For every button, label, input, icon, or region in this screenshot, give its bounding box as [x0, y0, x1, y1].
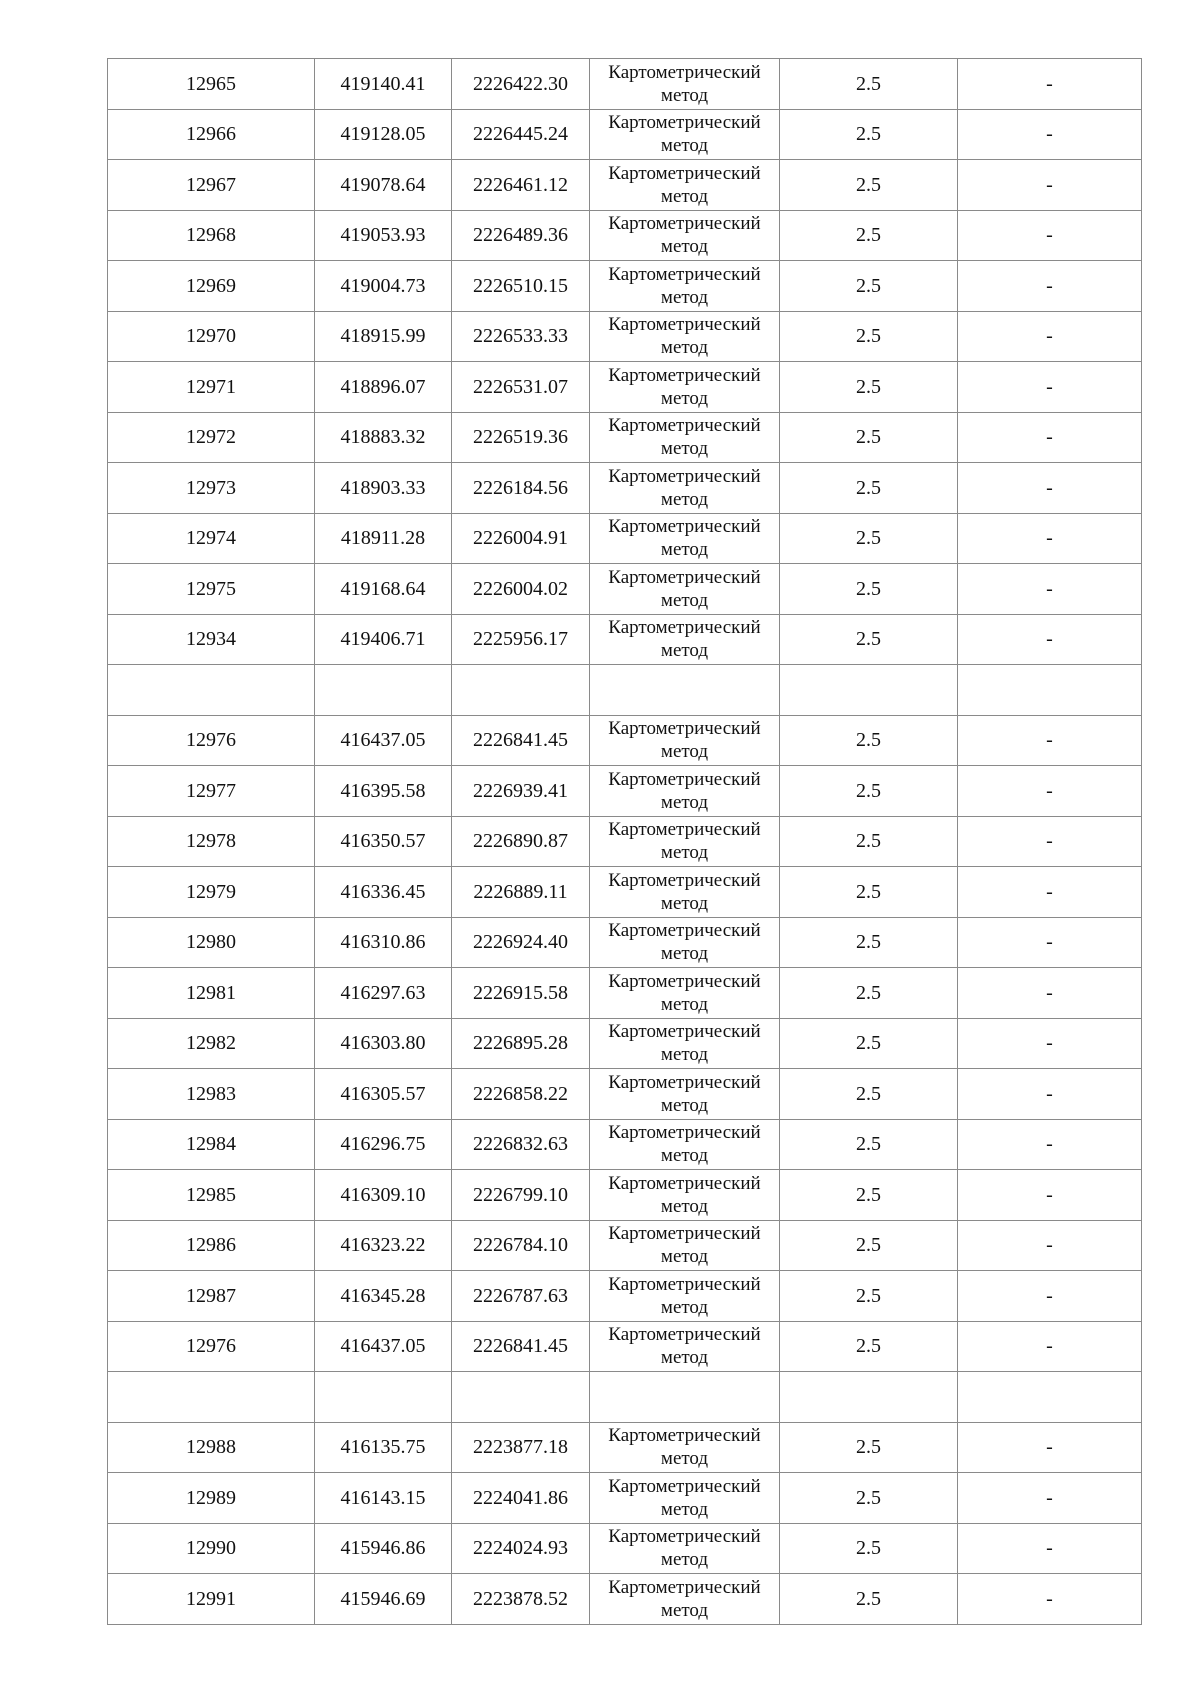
cell-x-coordinate — [315, 665, 452, 716]
cell-note: - — [958, 1170, 1142, 1221]
cell-y-coordinate: 2226533.33 — [452, 311, 590, 362]
cell-point-number: 12983 — [108, 1069, 315, 1120]
cell-x-coordinate: 419128.05 — [315, 109, 452, 160]
cell-x-coordinate: 416437.05 — [315, 1321, 452, 1372]
cell-point-number: 12934 — [108, 614, 315, 665]
cell-y-coordinate: 2226841.45 — [452, 1321, 590, 1372]
cell-note: - — [958, 1473, 1142, 1524]
cell-y-coordinate: 2226832.63 — [452, 1119, 590, 1170]
cell-y-coordinate: 2226924.40 — [452, 917, 590, 968]
cell-accuracy — [780, 1372, 958, 1423]
cell-accuracy: 2.5 — [780, 261, 958, 312]
cell-y-coordinate — [452, 665, 590, 716]
cell-point-number — [108, 665, 315, 716]
cell-y-coordinate: 2226519.36 — [452, 412, 590, 463]
cell-method: Картометрический метод — [590, 1574, 780, 1625]
cell-x-coordinate: 416309.10 — [315, 1170, 452, 1221]
cell-method: Картометрический метод — [590, 160, 780, 211]
cell-x-coordinate: 416323.22 — [315, 1220, 452, 1271]
table-row — [108, 816, 1142, 867]
cell-note: - — [958, 715, 1142, 766]
cell-y-coordinate: 2226799.10 — [452, 1170, 590, 1221]
cell-accuracy: 2.5 — [780, 1069, 958, 1120]
cell-x-coordinate: 416345.28 — [315, 1271, 452, 1322]
cell-point-number: 12978 — [108, 816, 315, 867]
cell-y-coordinate: 2226004.91 — [452, 513, 590, 564]
cell-x-coordinate: 418903.33 — [315, 463, 452, 514]
cell-point-number: 12973 — [108, 463, 315, 514]
table-row — [108, 1574, 1142, 1625]
cell-x-coordinate: 416297.63 — [315, 968, 452, 1019]
table-row — [108, 1018, 1142, 1069]
cell-point-number: 12987 — [108, 1271, 315, 1322]
cell-note: - — [958, 1220, 1142, 1271]
cell-note: - — [958, 463, 1142, 514]
cell-accuracy: 2.5 — [780, 1220, 958, 1271]
cell-y-coordinate: 2226915.58 — [452, 968, 590, 1019]
cell-method — [590, 1372, 780, 1423]
cell-x-coordinate: 416310.86 — [315, 917, 452, 968]
table-row — [108, 665, 1142, 716]
cell-y-coordinate: 2226858.22 — [452, 1069, 590, 1120]
cell-accuracy: 2.5 — [780, 715, 958, 766]
cell-point-number: 12988 — [108, 1422, 315, 1473]
cell-accuracy: 2.5 — [780, 614, 958, 665]
cell-x-coordinate: 416336.45 — [315, 867, 452, 918]
cell-point-number: 12972 — [108, 412, 315, 463]
cell-accuracy: 2.5 — [780, 1119, 958, 1170]
cell-point-number: 12991 — [108, 1574, 315, 1625]
cell-point-number: 12965 — [108, 59, 315, 110]
cell-method: Картометрический метод — [590, 210, 780, 261]
cell-note: - — [958, 362, 1142, 413]
cell-accuracy: 2.5 — [780, 968, 958, 1019]
cell-y-coordinate: 2223878.52 — [452, 1574, 590, 1625]
cell-method: Картометрический метод — [590, 1473, 780, 1524]
cell-accuracy: 2.5 — [780, 1321, 958, 1372]
cell-accuracy: 2.5 — [780, 160, 958, 211]
cell-point-number: 12980 — [108, 917, 315, 968]
cell-accuracy: 2.5 — [780, 1574, 958, 1625]
cell-point-number: 12982 — [108, 1018, 315, 1069]
table-row — [108, 1271, 1142, 1322]
cell-note: - — [958, 412, 1142, 463]
cell-accuracy: 2.5 — [780, 362, 958, 413]
cell-note: - — [958, 614, 1142, 665]
table-row — [108, 1473, 1142, 1524]
table-row — [108, 564, 1142, 615]
cell-x-coordinate — [315, 1372, 452, 1423]
cell-accuracy: 2.5 — [780, 1271, 958, 1322]
cell-method: Картометрический метод — [590, 867, 780, 918]
cell-y-coordinate: 2226939.41 — [452, 766, 590, 817]
cell-method: Картометрический метод — [590, 261, 780, 312]
table-row — [108, 160, 1142, 211]
cell-y-coordinate: 2226531.07 — [452, 362, 590, 413]
cell-x-coordinate: 416437.05 — [315, 715, 452, 766]
cell-note: - — [958, 816, 1142, 867]
cell-point-number: 12969 — [108, 261, 315, 312]
cell-y-coordinate: 2226841.45 — [452, 715, 590, 766]
cell-point-number — [108, 1372, 315, 1423]
cell-method: Картометрический метод — [590, 1018, 780, 1069]
cell-accuracy: 2.5 — [780, 766, 958, 817]
cell-method: Картометрический метод — [590, 412, 780, 463]
cell-x-coordinate: 419406.71 — [315, 614, 452, 665]
cell-method: Картометрический метод — [590, 1119, 780, 1170]
table-row — [108, 412, 1142, 463]
cell-note: - — [958, 1321, 1142, 1372]
cell-method: Картометрический метод — [590, 766, 780, 817]
cell-y-coordinate: 2226461.12 — [452, 160, 590, 211]
cell-accuracy: 2.5 — [780, 513, 958, 564]
cell-accuracy: 2.5 — [780, 210, 958, 261]
table-row — [108, 109, 1142, 160]
cell-x-coordinate: 418883.32 — [315, 412, 452, 463]
cell-point-number: 12984 — [108, 1119, 315, 1170]
cell-point-number: 12986 — [108, 1220, 315, 1271]
cell-note: - — [958, 513, 1142, 564]
cell-method: Картометрический метод — [590, 463, 780, 514]
table-row — [108, 463, 1142, 514]
cell-y-coordinate: 2223877.18 — [452, 1422, 590, 1473]
cell-x-coordinate: 416395.58 — [315, 766, 452, 817]
cell-method: Картометрический метод — [590, 1523, 780, 1574]
cell-note: - — [958, 968, 1142, 1019]
cell-point-number: 12967 — [108, 160, 315, 211]
cell-note: - — [958, 1574, 1142, 1625]
cell-note: - — [958, 311, 1142, 362]
cell-accuracy: 2.5 — [780, 1170, 958, 1221]
cell-note: - — [958, 867, 1142, 918]
coordinates-table-body — [108, 59, 1142, 1625]
cell-accuracy: 2.5 — [780, 564, 958, 615]
cell-method: Картометрический метод — [590, 1321, 780, 1372]
cell-x-coordinate: 419140.41 — [315, 59, 452, 110]
cell-method: Картометрический метод — [590, 715, 780, 766]
cell-x-coordinate: 415946.69 — [315, 1574, 452, 1625]
cell-x-coordinate: 419053.93 — [315, 210, 452, 261]
cell-y-coordinate: 2226004.02 — [452, 564, 590, 615]
cell-y-coordinate: 2226889.11 — [452, 867, 590, 918]
cell-x-coordinate: 415946.86 — [315, 1523, 452, 1574]
cell-point-number: 12981 — [108, 968, 315, 1019]
cell-method: Картометрический метод — [590, 968, 780, 1019]
cell-x-coordinate: 416303.80 — [315, 1018, 452, 1069]
cell-point-number: 12970 — [108, 311, 315, 362]
cell-point-number: 12977 — [108, 766, 315, 817]
cell-x-coordinate: 416135.75 — [315, 1422, 452, 1473]
cell-accuracy: 2.5 — [780, 1422, 958, 1473]
table-row — [108, 968, 1142, 1019]
table-row — [108, 362, 1142, 413]
cell-accuracy: 2.5 — [780, 412, 958, 463]
cell-accuracy: 2.5 — [780, 109, 958, 160]
cell-note: - — [958, 917, 1142, 968]
cell-point-number: 12966 — [108, 109, 315, 160]
table-row — [108, 261, 1142, 312]
cell-accuracy: 2.5 — [780, 1523, 958, 1574]
cell-y-coordinate: 2226445.24 — [452, 109, 590, 160]
table-row — [108, 59, 1142, 110]
table-row — [108, 715, 1142, 766]
cell-y-coordinate: 2226895.28 — [452, 1018, 590, 1069]
cell-point-number: 12985 — [108, 1170, 315, 1221]
cell-method: Картометрический метод — [590, 311, 780, 362]
cell-method — [590, 665, 780, 716]
cell-note: - — [958, 109, 1142, 160]
cell-point-number: 12989 — [108, 1473, 315, 1524]
table-row — [108, 1523, 1142, 1574]
table-row — [108, 917, 1142, 968]
table-row — [108, 1069, 1142, 1120]
cell-note: - — [958, 1271, 1142, 1322]
cell-y-coordinate — [452, 1372, 590, 1423]
cell-point-number: 12976 — [108, 1321, 315, 1372]
cell-note: - — [958, 1069, 1142, 1120]
cell-y-coordinate: 2226184.56 — [452, 463, 590, 514]
coordinates-table — [107, 58, 1142, 1625]
cell-method: Картометрический метод — [590, 564, 780, 615]
cell-y-coordinate: 2226510.15 — [452, 261, 590, 312]
table-row — [108, 1119, 1142, 1170]
cell-method: Картометрический метод — [590, 1170, 780, 1221]
cell-note: - — [958, 766, 1142, 817]
cell-x-coordinate: 416305.57 — [315, 1069, 452, 1120]
cell-note: - — [958, 1018, 1142, 1069]
table-row — [108, 1372, 1142, 1423]
cell-note: - — [958, 59, 1142, 110]
cell-x-coordinate: 416296.75 — [315, 1119, 452, 1170]
table-row — [108, 1220, 1142, 1271]
cell-method: Картометрический метод — [590, 362, 780, 413]
cell-method: Картометрический метод — [590, 1220, 780, 1271]
cell-y-coordinate: 2224041.86 — [452, 1473, 590, 1524]
cell-accuracy: 2.5 — [780, 816, 958, 867]
cell-x-coordinate: 418915.99 — [315, 311, 452, 362]
table-row — [108, 1422, 1142, 1473]
table-row — [108, 311, 1142, 362]
cell-note: - — [958, 261, 1142, 312]
cell-accuracy: 2.5 — [780, 1473, 958, 1524]
table-row — [108, 513, 1142, 564]
cell-method: Картометрический метод — [590, 816, 780, 867]
cell-accuracy: 2.5 — [780, 311, 958, 362]
cell-accuracy: 2.5 — [780, 1018, 958, 1069]
table-row — [108, 1321, 1142, 1372]
cell-point-number: 12974 — [108, 513, 315, 564]
cell-x-coordinate: 419078.64 — [315, 160, 452, 211]
cell-x-coordinate: 418896.07 — [315, 362, 452, 413]
cell-note — [958, 665, 1142, 716]
cell-note: - — [958, 1119, 1142, 1170]
cell-method: Картометрический метод — [590, 1422, 780, 1473]
cell-method: Картометрический метод — [590, 1271, 780, 1322]
cell-accuracy: 2.5 — [780, 59, 958, 110]
cell-method: Картометрический метод — [590, 109, 780, 160]
table-row — [108, 1170, 1142, 1221]
table-row — [108, 766, 1142, 817]
cell-point-number: 12979 — [108, 867, 315, 918]
cell-x-coordinate: 418911.28 — [315, 513, 452, 564]
cell-note — [958, 1372, 1142, 1423]
cell-y-coordinate: 2226784.10 — [452, 1220, 590, 1271]
cell-point-number: 12971 — [108, 362, 315, 413]
cell-y-coordinate: 2225956.17 — [452, 614, 590, 665]
cell-point-number: 12968 — [108, 210, 315, 261]
cell-y-coordinate: 2226489.36 — [452, 210, 590, 261]
cell-accuracy — [780, 665, 958, 716]
cell-y-coordinate: 2226422.30 — [452, 59, 590, 110]
cell-x-coordinate: 416143.15 — [315, 1473, 452, 1524]
cell-point-number: 12990 — [108, 1523, 315, 1574]
cell-x-coordinate: 416350.57 — [315, 816, 452, 867]
cell-accuracy: 2.5 — [780, 917, 958, 968]
cell-method: Картометрический метод — [590, 614, 780, 665]
table-row — [108, 210, 1142, 261]
cell-method: Картометрический метод — [590, 1069, 780, 1120]
cell-note: - — [958, 160, 1142, 211]
cell-y-coordinate: 2224024.93 — [452, 1523, 590, 1574]
table-row — [108, 867, 1142, 918]
cell-accuracy: 2.5 — [780, 463, 958, 514]
cell-point-number: 12975 — [108, 564, 315, 615]
cell-note: - — [958, 564, 1142, 615]
cell-note: - — [958, 1523, 1142, 1574]
cell-note: - — [958, 210, 1142, 261]
cell-point-number: 12976 — [108, 715, 315, 766]
cell-y-coordinate: 2226787.63 — [452, 1271, 590, 1322]
cell-x-coordinate: 419004.73 — [315, 261, 452, 312]
cell-x-coordinate: 419168.64 — [315, 564, 452, 615]
cell-y-coordinate: 2226890.87 — [452, 816, 590, 867]
cell-method: Картометрический метод — [590, 917, 780, 968]
table-row — [108, 614, 1142, 665]
cell-accuracy: 2.5 — [780, 867, 958, 918]
cell-method: Картометрический метод — [590, 513, 780, 564]
cell-method: Картометрический метод — [590, 59, 780, 110]
cell-note: - — [958, 1422, 1142, 1473]
